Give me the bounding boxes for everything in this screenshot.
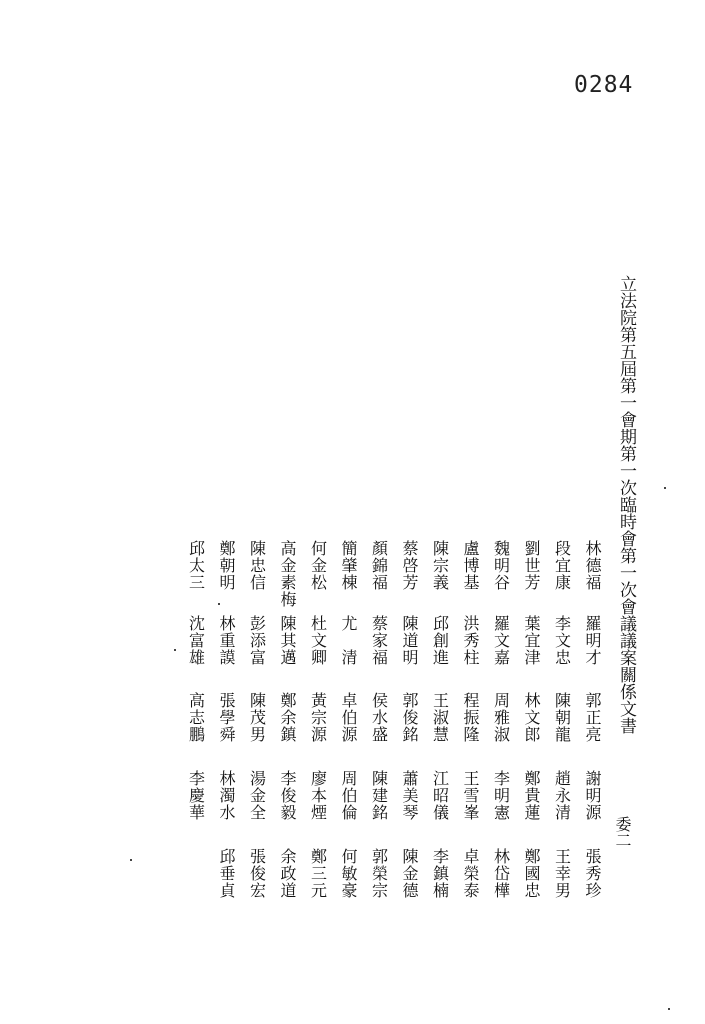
scan-speck [218,603,220,605]
signatory-name: 張秀珍 [583,848,602,899]
signatory-name: 劉世芳 [522,540,541,591]
signatory-name: 尤 清 [339,615,358,666]
signatory-name: 郭正亮 [583,692,602,743]
signatory-name: 邱垂貞 [217,848,236,899]
signatory-name: 沈富雄 [186,615,206,666]
signatory-name: 鄭國忠 [522,848,541,899]
scan-speck [664,487,666,489]
signatory-name: 蔡家福 [369,615,389,666]
signatory-name: 李鎮楠 [430,848,450,899]
signatory-name: 鄭朝明 [217,540,236,591]
signatory-name: 余政道 [278,848,297,899]
signatory-name: 李慶華 [186,770,206,821]
signatory-name: 何金松 [308,540,328,591]
signatory-name: 張俊宏 [247,848,267,899]
scan-speck [130,859,132,861]
signatory-name: 林岱樺 [491,848,511,899]
signatory-name: 陳宗義 [430,540,450,591]
signatory-name: 林德福 [583,540,602,591]
signatory-name: 羅明才 [583,615,602,666]
signatory-name: 張學舜 [217,692,236,743]
signatory-name: 羅文嘉 [491,615,511,666]
signatory-name: 邱太三 [186,540,206,591]
signatory-name: 李明憲 [491,770,511,821]
signatory-name: 王雪峯 [461,770,480,821]
signatory-name: 侯水盛 [369,692,389,743]
signatory-name: 陳道明 [400,615,419,666]
signatory-name: 江昭儀 [430,770,450,821]
signatory-name: 杜文卿 [308,615,328,666]
signatory-name: 林濁水 [217,770,236,821]
signatory-name: 高金素梅 [278,540,297,608]
signatory-name: 鄭貴蓮 [522,770,541,821]
signatory-name: 彭添富 [247,615,267,666]
signatory-name: 謝明源 [583,770,602,821]
signatory-name: 卓榮泰 [461,848,480,899]
signatory-name: 湯金全 [247,770,267,821]
signatory-name: 鄭三元 [308,848,328,899]
signatory-name: 周伯倫 [339,770,358,821]
signatory-name: 蔡啓芳 [400,540,419,591]
signatory-name: 王淑慧 [430,692,450,743]
signatory-name: 洪秀柱 [461,615,480,666]
signatory-name: 王幸男 [552,848,572,899]
signatory-name: 顏錦福 [369,540,389,591]
serial-number: 委二 [613,816,632,848]
signatory-name: 郭俊銘 [400,692,419,743]
document-header: 立法院第五屆第一會期第一次臨時會第一次會議議案關係文書 [616,275,636,734]
signatory-name: 黃宗源 [308,692,328,743]
page-number: 0284 [574,72,634,98]
signatory-name: 邱創進 [430,615,450,666]
signatory-name: 高志鵬 [186,692,206,743]
signatory-name: 魏明谷 [491,540,511,591]
signatory-name: 廖本煙 [308,770,328,821]
signatory-name: 陳建銘 [369,770,389,821]
signatory-name: 陳其邁 [278,615,297,666]
signatory-name: 何敏豪 [339,848,358,899]
signatory-name: 蕭美琴 [400,770,419,821]
scan-speck [174,649,176,651]
signatory-name: 郭榮宗 [369,848,389,899]
signatory-name: 鄭余鎮 [278,692,297,743]
signatory-name: 陳茂男 [247,692,267,743]
signatory-name: 李文忠 [552,615,572,666]
signatory-name: 陳忠信 [247,540,267,591]
signatory-name: 陳朝龍 [552,692,572,743]
signatory-name: 簡肇棟 [339,540,358,591]
signatory-name: 周雅淑 [491,692,511,743]
signatory-name: 李俊毅 [278,770,297,821]
signatory-name: 段宜康 [552,540,572,591]
signatory-name: 林文郎 [522,692,541,743]
signatory-name: 陳金德 [400,848,419,899]
signatory-name: 趙永清 [552,770,572,821]
signatory-name: 林重謨 [217,615,236,666]
signatory-name: 葉宜津 [522,615,541,666]
signatory-name: 卓伯源 [339,692,358,743]
signatory-name: 程振隆 [461,692,480,743]
signatory-name: 盧博基 [461,540,480,591]
scan-speck [668,1008,670,1010]
